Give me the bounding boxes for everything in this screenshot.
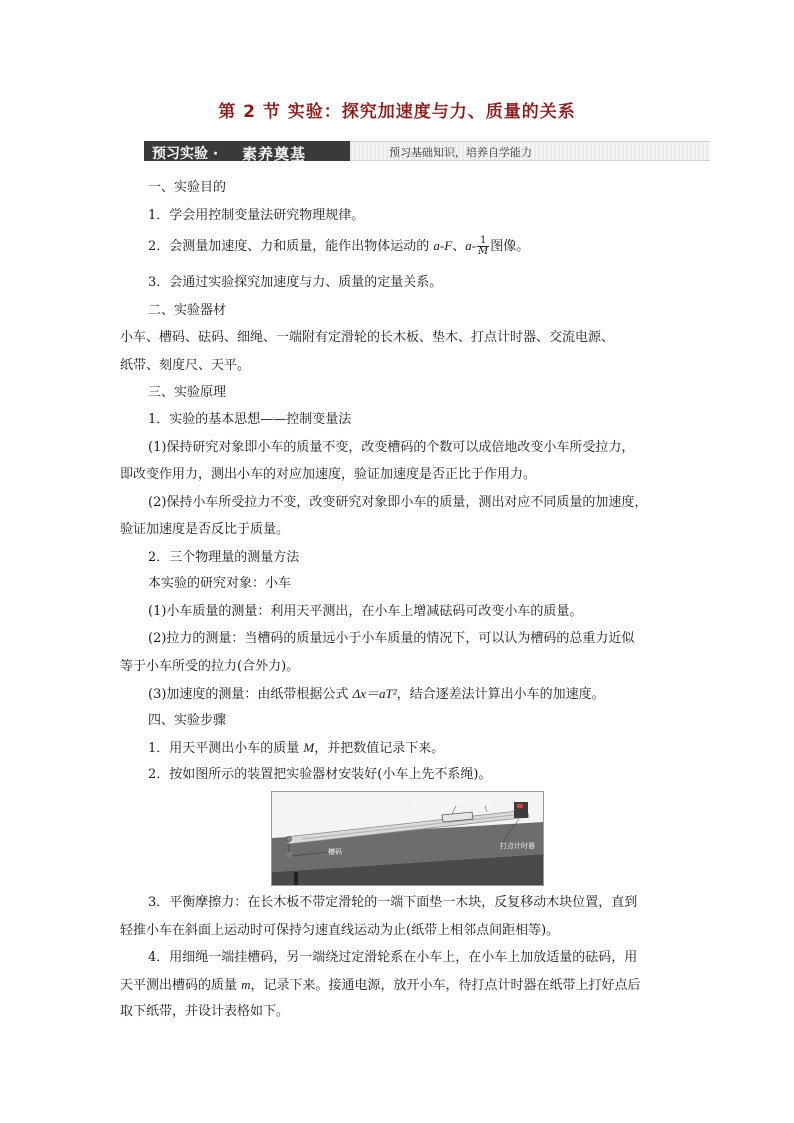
equipment-heading: 二、实验器材 bbox=[148, 303, 227, 318]
step-1 bbox=[148, 740, 444, 757]
apparatus-illustration bbox=[272, 792, 543, 885]
fraction-denominator: M bbox=[478, 246, 489, 257]
banner-label-box bbox=[144, 141, 350, 161]
reciprocal-m-fraction bbox=[477, 236, 489, 257]
a-f-symbol: a-F bbox=[433, 238, 453, 253]
measurement-3-suffix: ，结合逐差法计算出小车的加速度。 bbox=[396, 687, 605, 702]
acceleration-formula: Δx＝aT² bbox=[352, 686, 397, 701]
mass-symbol-m: m bbox=[241, 977, 251, 992]
steps-heading: 四、实验步骤 bbox=[148, 713, 227, 728]
research-object: 本实验的研究对象：小车 bbox=[148, 576, 292, 591]
step-4-line-3: 取下纸带，并设计表格如下。 bbox=[120, 1004, 290, 1019]
measurement-3-text: (3)加速度的测量：由纸带根据公式 bbox=[148, 687, 353, 702]
purpose-item-2-text: 2．会测量加速度、力和质量，能作出物体运动的 bbox=[148, 239, 434, 254]
step-4-text: 天平测出槽码的质量 bbox=[120, 978, 242, 993]
step-2: 2．按如图所示的装置把实验器材安装好(小车上先不系绳)。 bbox=[148, 767, 492, 782]
principle-sub-1: 1．实验的基本思想——控制变量法 bbox=[148, 412, 352, 427]
banner-slogan: 预习基础知识，培养自学能力 bbox=[389, 146, 532, 159]
label-F: F bbox=[414, 800, 419, 808]
purpose-item-1: 1．学会用控制变量法研究物理规律。 bbox=[148, 208, 365, 223]
a-symbol: a- bbox=[465, 238, 477, 253]
step-4-line-2 bbox=[120, 977, 641, 994]
step-1-text: 1．用天平测出小车的质量 bbox=[148, 741, 304, 756]
equipment-line-1: 小车、槽码、砝码、细绳、一端附有定滑轮的长木板、垫木、打点计时器、交流电源、 bbox=[120, 330, 615, 345]
principle-sub-2: 2．三个物理量的测量方法 bbox=[148, 550, 300, 565]
banner-accent-label: 素养奠基 bbox=[242, 145, 307, 163]
principle-p2-line-1: (2)保持小车所受拉力不变，改变研究对象即小车的质量，测出对应不同质量的加速度， bbox=[148, 495, 648, 510]
equipment-line-2: 纸带、刻度尺、天平。 bbox=[120, 358, 251, 373]
principle-heading: 三、实验原理 bbox=[148, 385, 227, 400]
banner-label: 预习实验 · bbox=[152, 146, 219, 162]
label-car: 小车 bbox=[450, 798, 464, 806]
purpose-item-2 bbox=[148, 236, 529, 257]
separator: 、 bbox=[452, 239, 466, 254]
step-4-suffix: ，记录下来。接通电源，放开小车，待打点计时器在纸带上打好点后 bbox=[250, 978, 641, 993]
fraction-numerator: 1 bbox=[477, 236, 489, 247]
step-3-line-2: 轻推小车在斜面上运动时可保持匀速直线运动为止(纸带上相邻点间距相等)。 bbox=[120, 923, 560, 938]
label-timer: 打点计时器 bbox=[500, 842, 535, 850]
measurement-2-line-1: (2)拉力的测量：当槽码的质量远小于小车质量的情况下，可以认为槽码的总重力近似 bbox=[148, 631, 635, 646]
measurement-2-line-2: 等于小车所受的拉力(合外力)。 bbox=[120, 659, 300, 674]
label-weights: 槽码 bbox=[328, 848, 342, 856]
step-4-line-1: 4．用细绳一端挂槽码，另一端绕过定滑轮系在小车上，在小车上加放适量的砝码，用 bbox=[148, 950, 638, 965]
apparatus-photo bbox=[271, 791, 544, 886]
label-tape: 纸带 bbox=[478, 798, 492, 806]
step-3-line-1: 3．平衡摩擦力：在长木板不带定滑轮的一端下面垫一木块，反复移动木块位置，直到 bbox=[148, 895, 638, 910]
step-1-suffix: ，并把数值记录下来。 bbox=[314, 741, 445, 756]
purpose-heading: 一、实验目的 bbox=[148, 180, 227, 195]
principle-p1-line-2: 即改变作用力，测出小车的对应加速度，验证加速度是否正比于作用力。 bbox=[120, 467, 537, 482]
principle-p1-line-1: (1)保持研究对象即小车的质量不变，改变槽码的个数可以成倍地改变小车所受拉力， bbox=[148, 440, 635, 455]
page-title: 第 2 节 实验：探究加速度与力、质量的关系 bbox=[218, 102, 576, 122]
purpose-item-3: 3．会通过实验探究加速度与力、质量的定量关系。 bbox=[148, 275, 443, 290]
measurement-3 bbox=[148, 686, 605, 703]
principle-p2-line-2: 验证加速度是否反比于质量。 bbox=[120, 522, 290, 537]
purpose-item-2-suffix: 图像。 bbox=[490, 239, 530, 254]
section-banner bbox=[144, 141, 710, 161]
mass-symbol-M: M bbox=[303, 740, 315, 755]
measurement-1: (1)小车质量的测量：利用天平测出，在小车上增减砝码可改变小车的质量。 bbox=[148, 604, 583, 619]
